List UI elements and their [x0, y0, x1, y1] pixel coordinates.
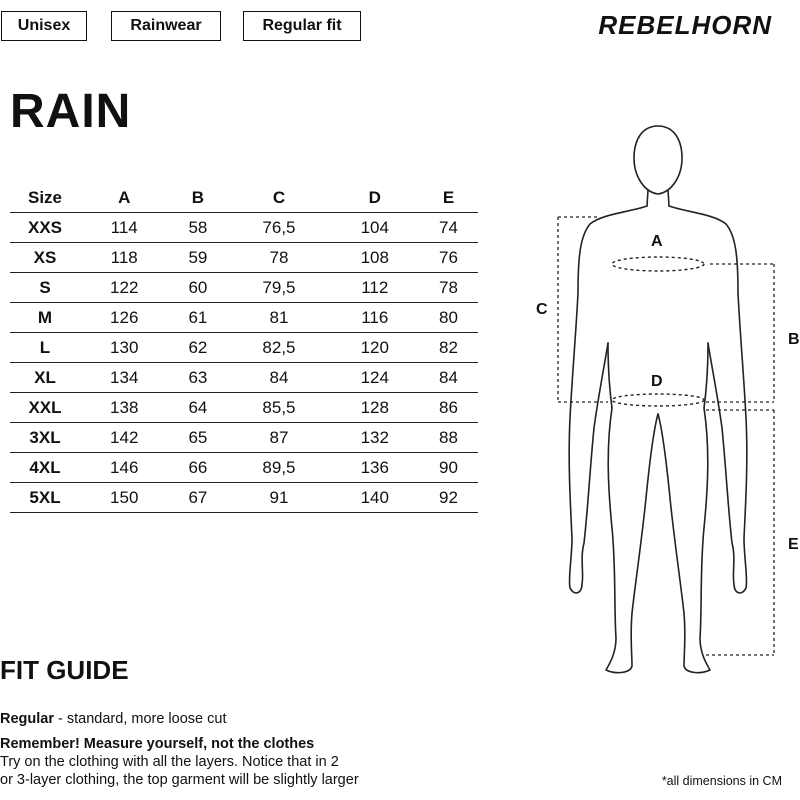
measure-cell: 79,5 [227, 273, 330, 303]
fit-line-2: or 3-layer clothing, the top garment will be slightly larger [0, 772, 359, 788]
measure-cell: 88 [419, 423, 478, 453]
label-c: C [536, 301, 548, 318]
header-e: E [419, 183, 478, 213]
measure-cell: 76 [419, 243, 478, 273]
body-measurement-figure [520, 118, 800, 688]
measure-cell: 140 [331, 483, 419, 513]
measure-cell: 80 [419, 303, 478, 333]
measure-cell: 146 [80, 453, 168, 483]
label-a: A [651, 233, 663, 250]
measure-cell: 76,5 [227, 213, 330, 243]
tag-regular-fit: Regular fit [243, 11, 361, 41]
measure-cell: 78 [419, 273, 478, 303]
measure-cell: 63 [168, 363, 227, 393]
measure-cell: 67 [168, 483, 227, 513]
body-outline [569, 126, 747, 673]
table-body [10, 213, 478, 513]
measure-cell: 122 [80, 273, 168, 303]
table-row [10, 213, 478, 243]
table-row [10, 243, 478, 273]
measure-cell: 61 [168, 303, 227, 333]
table-header-row [10, 183, 478, 213]
chest-measure-line [612, 257, 704, 271]
measure-cell: 59 [168, 243, 227, 273]
dimension-c-bracket [558, 217, 608, 402]
table-row [10, 453, 478, 483]
measure-cell: 150 [80, 483, 168, 513]
waist-measure-line [612, 394, 704, 406]
header-b: B [168, 183, 227, 213]
size-cell: XL [10, 363, 80, 393]
measure-cell: 84 [419, 363, 478, 393]
measure-cell: 62 [168, 333, 227, 363]
size-cell: 5XL [10, 483, 80, 513]
page-title: RAIN [10, 85, 132, 138]
fit-regular-label: Regular [0, 711, 54, 727]
table-row [10, 363, 478, 393]
measure-cell: 89,5 [227, 453, 330, 483]
size-cell: M [10, 303, 80, 333]
measure-cell: 114 [80, 213, 168, 243]
measure-cell: 87 [227, 423, 330, 453]
size-table [10, 183, 478, 513]
label-d: D [651, 373, 663, 390]
header-a: A [80, 183, 168, 213]
fit-remember: Remember! Measure yourself, not the clothes [0, 736, 315, 752]
size-cell: L [10, 333, 80, 363]
header-d: D [331, 183, 419, 213]
measure-cell: 134 [80, 363, 168, 393]
measure-cell: 116 [331, 303, 419, 333]
measure-cell: 81 [227, 303, 330, 333]
header-c: C [227, 183, 330, 213]
measure-cell: 138 [80, 393, 168, 423]
measure-cell: 66 [168, 453, 227, 483]
label-b: B [788, 331, 800, 348]
measure-cell: 126 [80, 303, 168, 333]
measure-cell: 142 [80, 423, 168, 453]
fit-line-1: Try on the clothing with all the layers. Notice that in 2 [0, 754, 339, 770]
measure-cell: 108 [331, 243, 419, 273]
dimension-e-bracket [706, 410, 774, 655]
measure-cell: 104 [331, 213, 419, 243]
measure-cell: 91 [227, 483, 330, 513]
dimensions-note: *all dimensions in CM [661, 774, 782, 788]
measure-cell: 65 [168, 423, 227, 453]
tag-unisex: Unisex [1, 11, 87, 41]
measure-cell: 92 [419, 483, 478, 513]
measure-cell: 84 [227, 363, 330, 393]
measure-cell: 112 [331, 273, 419, 303]
measure-cell: 128 [331, 393, 419, 423]
size-cell: S [10, 273, 80, 303]
fit-regular-line [0, 711, 226, 727]
table-row [10, 273, 478, 303]
measure-cell: 90 [419, 453, 478, 483]
header-size: Size [10, 183, 80, 213]
measure-cell: 120 [331, 333, 419, 363]
size-cell: XS [10, 243, 80, 273]
measure-cell: 82 [419, 333, 478, 363]
measure-cell: 132 [331, 423, 419, 453]
size-cell: XXL [10, 393, 80, 423]
table-row [10, 423, 478, 453]
size-cell: XXS [10, 213, 80, 243]
table-row [10, 393, 478, 423]
fit-regular-text: - standard, more loose cut [54, 711, 227, 727]
tag-rainwear: Rainwear [111, 11, 221, 41]
measure-cell: 85,5 [227, 393, 330, 423]
measure-cell: 64 [168, 393, 227, 423]
measure-cell: 130 [80, 333, 168, 363]
table-row [10, 303, 478, 333]
measure-cell: 118 [80, 243, 168, 273]
size-cell: 4XL [10, 453, 80, 483]
measure-cell: 74 [419, 213, 478, 243]
fit-guide-title: FIT GUIDE [0, 655, 129, 685]
measure-cell: 78 [227, 243, 330, 273]
brand-logo: REBELHORN [598, 10, 772, 40]
label-e: E [788, 536, 799, 553]
table-row [10, 483, 478, 513]
size-cell: 3XL [10, 423, 80, 453]
measure-cell: 58 [168, 213, 227, 243]
measure-cell: 86 [419, 393, 478, 423]
measure-cell: 82,5 [227, 333, 330, 363]
measure-cell: 124 [331, 363, 419, 393]
table-row [10, 333, 478, 363]
measure-cell: 136 [331, 453, 419, 483]
measure-cell: 60 [168, 273, 227, 303]
